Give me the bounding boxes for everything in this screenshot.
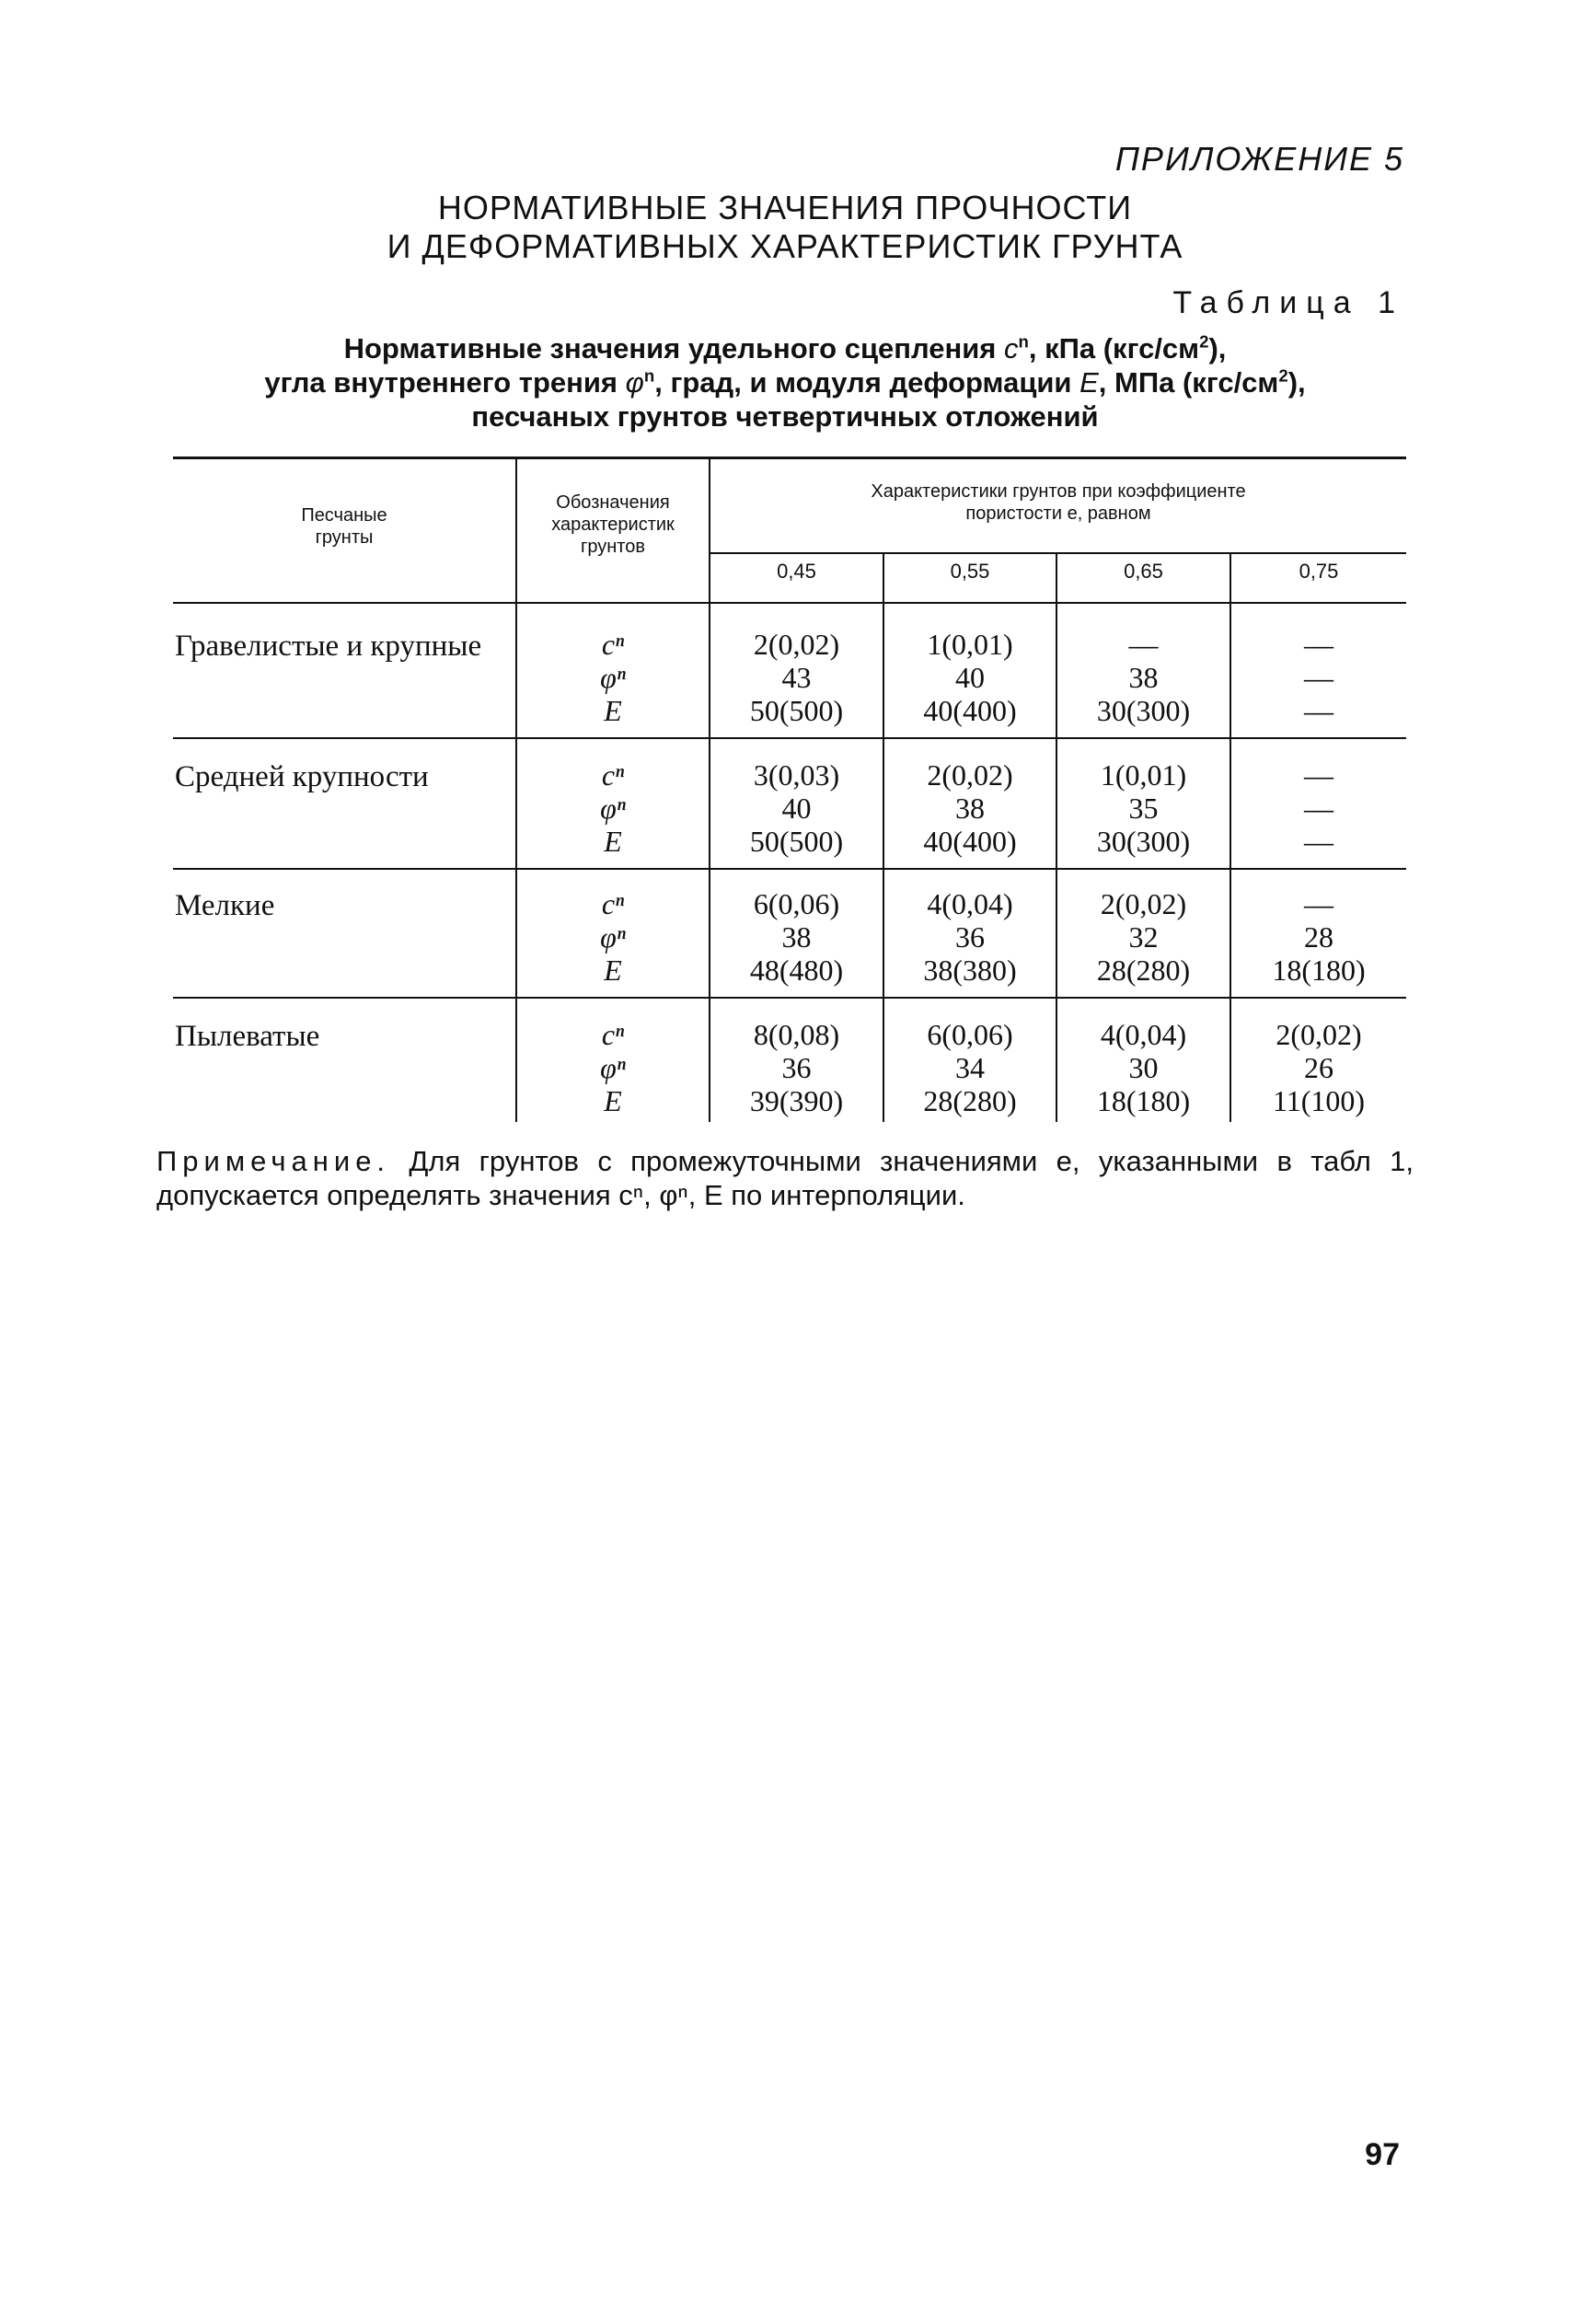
value-cell: 1(0,01) 40 40(400) bbox=[923, 628, 1017, 727]
value-cell: — — — bbox=[1304, 758, 1333, 858]
title-line-2: И ДЕФОРМАТИВНЫХ ХАРАКТЕРИСТИК ГРУНТА bbox=[387, 227, 1183, 265]
symbol-stack: cⁿ φⁿ E bbox=[600, 1018, 626, 1117]
row-name-gravelly: Гравелистые и крупные bbox=[175, 630, 482, 663]
value-cell: 3(0,03) 40 50(500) bbox=[749, 758, 844, 858]
value-cell: 6(0,06) 34 28(280) bbox=[923, 1018, 1017, 1117]
row-separator bbox=[173, 868, 1406, 870]
row-name-medium: Средней крупности bbox=[175, 760, 429, 793]
value-cell: 1(0,01) 35 30(300) bbox=[1096, 758, 1191, 858]
row-name-silty: Пылеватые bbox=[175, 1020, 320, 1053]
row-name-fine: Мелкие bbox=[175, 889, 275, 922]
value-cell: 2(0,02) 38 40(400) bbox=[923, 758, 1017, 858]
title-line-1: НОРМАТИВНЫЕ ЗНАЧЕНИЯ ПРОЧНОСТИ bbox=[437, 189, 1133, 226]
table-top-rule bbox=[173, 457, 1406, 459]
row-separator bbox=[173, 997, 1406, 999]
caption-line-2: угла внутреннего трения $\varphi^n$, град, и модуля деформации E, МПа $(кгс/см^2)$, bbox=[264, 365, 1306, 399]
header-soil-type: Песчаные грунты bbox=[301, 505, 387, 548]
coef-045: 0,45 bbox=[777, 560, 816, 583]
value-cell: 8(0,08) 36 39(390) bbox=[749, 1018, 844, 1117]
value-cell: 2(0,02) 43 50(500) bbox=[749, 628, 844, 727]
appendix-label: ПРИЛОЖЕНИЕ 5 bbox=[1114, 140, 1404, 178]
header-characteristics: Характеристики грунтов при коэффициенте пористости e, равном bbox=[871, 481, 1246, 524]
table-label: Таблица 1 bbox=[1172, 285, 1404, 320]
coef-055: 0,55 bbox=[950, 560, 990, 583]
coef-075: 0,75 bbox=[1299, 560, 1339, 583]
note-label: Примечание. bbox=[156, 1145, 391, 1177]
note-text: Для грунтов с промежуточными значениями e, указанными в табл 1, допускается определять значения cⁿ, φⁿ, E по интерполяции. bbox=[156, 1145, 1414, 1211]
page-title bbox=[0, 189, 1570, 266]
caption-line-3: песчаных грунтов четвертичных отложений bbox=[471, 400, 1099, 433]
row-separator bbox=[173, 737, 1406, 739]
table-note bbox=[156, 1144, 1414, 1212]
caption-line-1: Нормативные значения удельного сцепления $c^n$, кПа $(кгс/см^2)$, bbox=[343, 331, 1227, 364]
value-cell: 2(0,02) 26 11(100) bbox=[1272, 1018, 1366, 1117]
value-cell: — 38 30(300) bbox=[1096, 628, 1191, 727]
symbol-stack: cⁿ φⁿ E bbox=[600, 758, 626, 858]
coef-header-rule bbox=[709, 552, 1406, 554]
value-cell: — 28 18(180) bbox=[1272, 887, 1366, 987]
value-cell: 2(0,02) 32 28(280) bbox=[1096, 887, 1191, 987]
header-symbols: Обозначения характеристик грунтов bbox=[551, 492, 675, 557]
value-cell: — — — bbox=[1304, 628, 1333, 727]
page-number: 97 bbox=[1365, 2137, 1400, 2172]
header-bottom-rule bbox=[173, 602, 1406, 604]
symbol-stack: cⁿ φⁿ E bbox=[600, 628, 626, 727]
value-cell: 4(0,04) 36 38(380) bbox=[923, 887, 1017, 987]
coef-065: 0,65 bbox=[1124, 560, 1163, 583]
table-caption bbox=[0, 331, 1570, 434]
symbol-stack: cⁿ φⁿ E bbox=[600, 887, 626, 987]
value-cell: 6(0,06) 38 48(480) bbox=[749, 887, 844, 987]
value-cell: 4(0,04) 30 18(180) bbox=[1096, 1018, 1191, 1117]
